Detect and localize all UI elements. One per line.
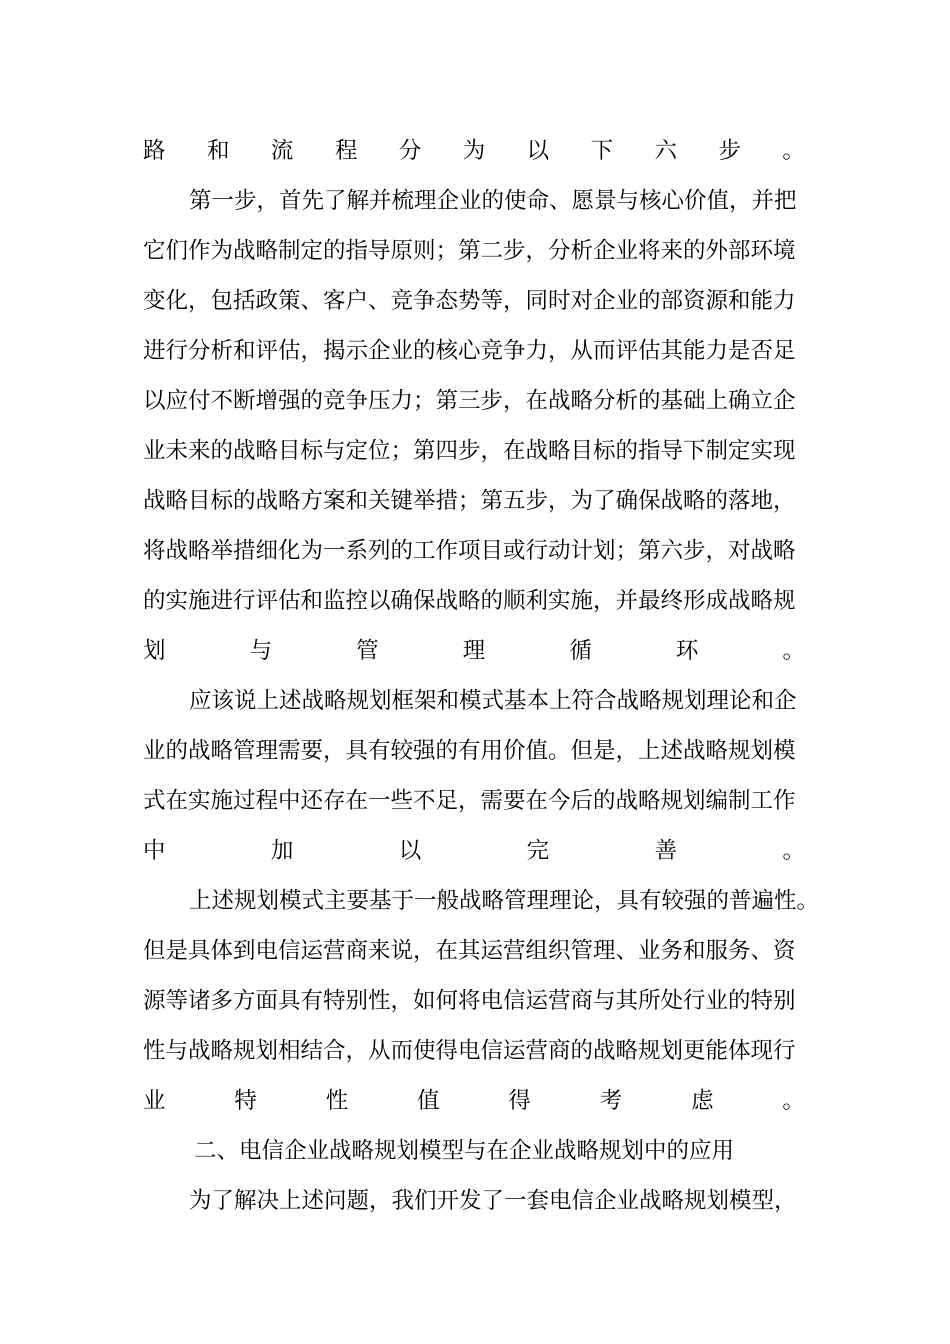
paragraph-first-line: 为了解决上述问题，我们开发了一套电信企业战略规划模型， [189,1188,797,1214]
text-char: 考 [599,1088,623,1114]
text-char: 和 [206,138,230,164]
text-char: 以 [526,138,550,164]
text-char: 加 [270,838,294,864]
text-char: 下 [590,138,614,164]
text-char: 特 [234,1088,257,1114]
text-char: 程 [334,138,358,164]
text-char: 以 [398,838,422,864]
text-char: 环 [675,638,699,664]
text-char: 完 [526,838,550,864]
text-char: 管 [356,638,379,664]
text-char: 流 [270,138,294,164]
text-char: 。 [782,838,805,864]
text-line: 性与战略规划相结合，从而使得电信运营商的战略规划更能体现行 [143,1038,796,1064]
text-char: 循 [569,638,592,664]
text-line: 它们作为战略制定的指导原则；第二步，分析企业将来的外部环境 [143,238,796,264]
text-line-spread [143,134,805,168]
text-line-spread [143,634,805,668]
text-char: 分 [398,138,422,164]
text-line: 进行分析和评估，揭示企业的核心竞争力，从而评估其能力是否足 [143,338,796,364]
text-char: 业 [143,1088,166,1114]
text-line: 将战略举措细化为一系列的工作项目或行动计划；第六步，对战略 [143,538,796,564]
text-char: 得 [508,1088,531,1114]
text-char: 。 [782,138,805,164]
text-char: 六 [654,138,678,164]
text-char: 为 [462,138,486,164]
text-char: 理 [462,638,486,664]
text-line: 业未来的战略目标与定位；第四步，在战略目标的指导下制定实现 [143,438,796,464]
text-line: 但是具体到电信运营商来说，在其运营组织管理、业务和服务、资 [143,938,796,964]
section-heading: 二、电信企业战略规划模型与在企业战略规划中的应用 [194,1138,735,1164]
text-char: 划 [143,638,166,664]
text-line: 业的战略管理需要，具有较强的有用价值。但是，上述战略规划模 [143,738,796,764]
text-line: 变化，包括政策、客户、竞争态势等，同时对企业的部资源和能力 [143,288,796,314]
text-char: 中 [143,838,166,864]
text-char: 。 [782,638,805,664]
paragraph-first-line: 上述规划模式主要基于一般战略管理理论，具有较强的普遍性。 [189,888,820,914]
text-char: 虑 [691,1088,714,1114]
text-char: 善 [654,838,678,864]
text-line: 战略目标的战略方案和关键举措；第五步，为了确保战略的落地， [143,488,796,514]
text-line-spread [143,1084,805,1118]
text-char: 路 [143,138,166,164]
text-char: 步 [718,138,741,164]
text-line: 以应付不断增强的竞争压力；第三步，在战略分析的基础上确立企 [143,388,796,414]
text-char: 性 [325,1088,349,1114]
text-char: 值 [417,1088,440,1114]
text-line: 式在实施过程中还存在一些不足，需要在今后的战略规划编制工作 [143,788,796,814]
paragraph-first-line: 应该说上述战略规划框架和模式基本上符合战略规划理论和企 [189,688,797,714]
text-line: 的实施进行评估和监控以确保战略的顺利实施，并最终形成战略规 [143,588,796,614]
text-line: 源等诸多方面具有特别性，如何将电信运营商与其所处行业的特别 [143,988,796,1014]
paragraph-first-line: 第一步，首先了解并梳理企业的使命、愿景与核心价值，并把 [189,188,797,214]
text-char: 与 [249,638,273,664]
text-char: 。 [782,1088,805,1114]
text-line-spread [143,834,805,868]
